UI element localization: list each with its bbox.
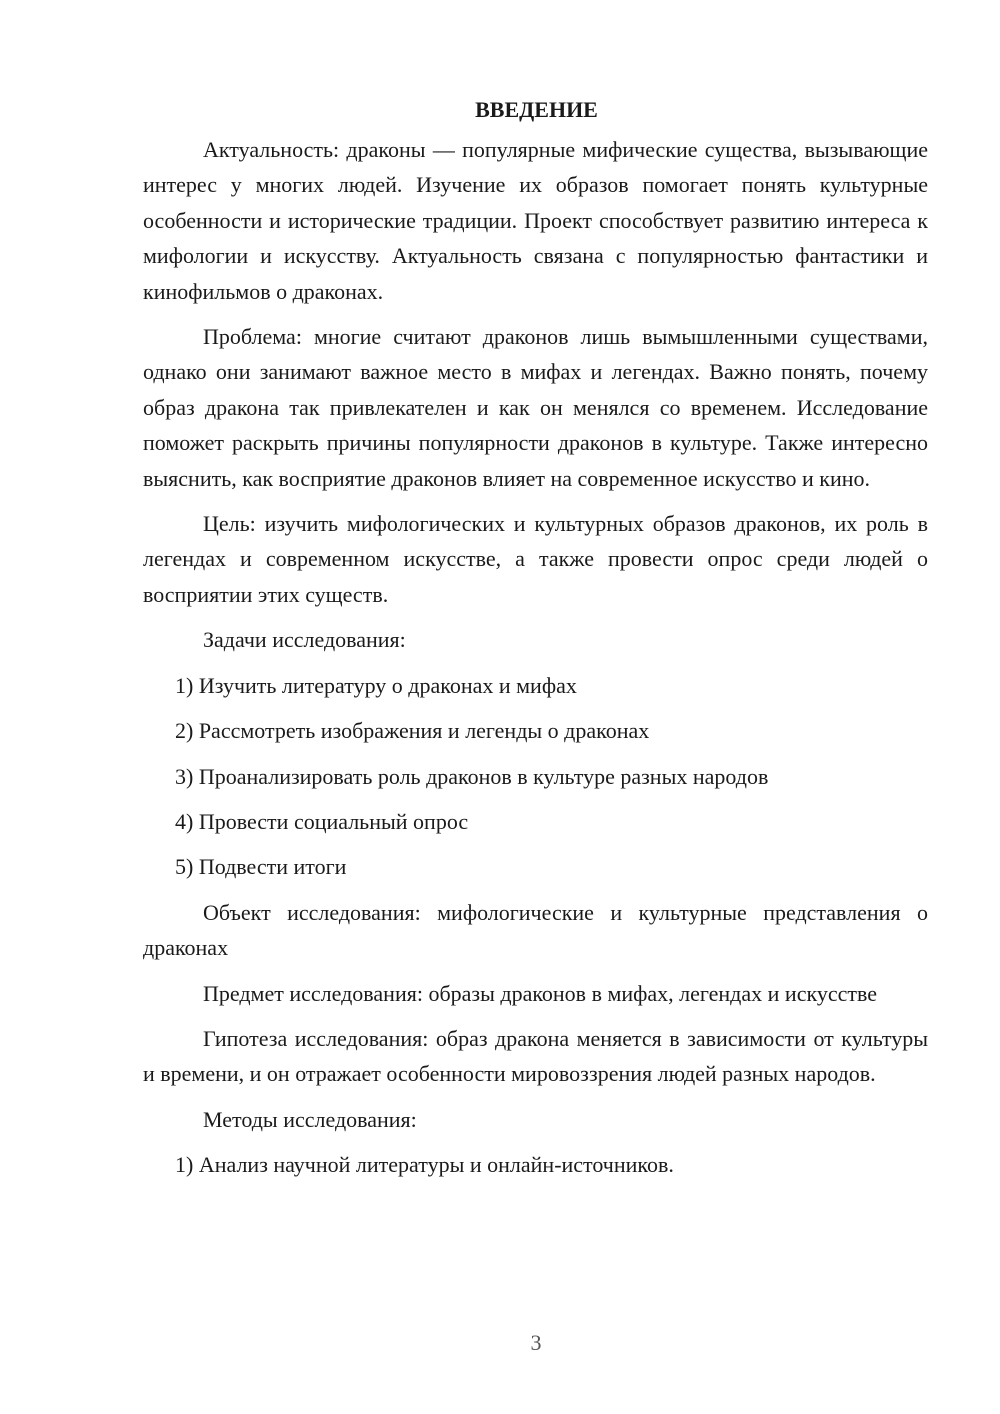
method-item: 1) Анализ научной литературы и онлайн-источников.: [175, 1152, 674, 1178]
paragraph-problem: Проблема: многие считают драконов лишь вымышленными существами, однако они занимают важное место в мифах и легендах. Важно понять, почему образ дракона так привлекателен и как он менялся со временем. Исследование поможет раскрыть причины популярности драконов в культуре. Также интересно выяснить, как восприятие драконов влияет на современное искусство и кино.: [143, 324, 928, 491]
paragraph-object: Объект исследования: мифологические и культурные представления о драконах: [143, 899, 928, 961]
task-item: 2) Рассмотреть изображения и легенды о драконах: [175, 718, 650, 744]
document-page: [143, 92, 928, 1193]
task-item: 4) Провести социальный опрос: [175, 808, 469, 834]
paragraph-subject: Предмет исследования: образы драконов в мифах, легендах и искусстве: [203, 980, 877, 1006]
task-item: 3) Проанализировать роль драконов в культуре разных народов: [175, 763, 769, 789]
task-item: 1) Изучить литературу о драконах и мифах: [175, 672, 577, 698]
section-heading: ВВЕДЕНИЕ: [475, 97, 598, 122]
task-item: 5) Подвести итоги: [175, 854, 347, 880]
page-number: 3: [530, 1330, 542, 1355]
tasks-label: Задачи исследования:: [203, 627, 406, 653]
paragraph-hypothesis: Гипотеза исследования: образ дракона меняется в зависимости от культуры и времени, и он отражает особенности мировоззрения людей разных народов.: [143, 1025, 928, 1087]
tasks-list: [143, 668, 928, 885]
paragraph-relevance: Актуальность: драконы — популярные мифические существа, вызывающие интерес у многих людей. Изучение их образов помогает понять культурные особенности и исторические традиции. Проект способствует развитию интереса к мифологии и искусству. Актуальность связана с популярностью фантастики и кинофильмов о драконах.: [143, 137, 928, 304]
methods-label: Методы исследования:: [203, 1106, 417, 1132]
methods-list: [143, 1147, 928, 1182]
paragraph-goal: Цель: изучить мифологических и культурных образов драконов, их роль в легендах и современном искусстве, а также провести опрос среди людей о восприятии этих существ.: [143, 511, 928, 607]
